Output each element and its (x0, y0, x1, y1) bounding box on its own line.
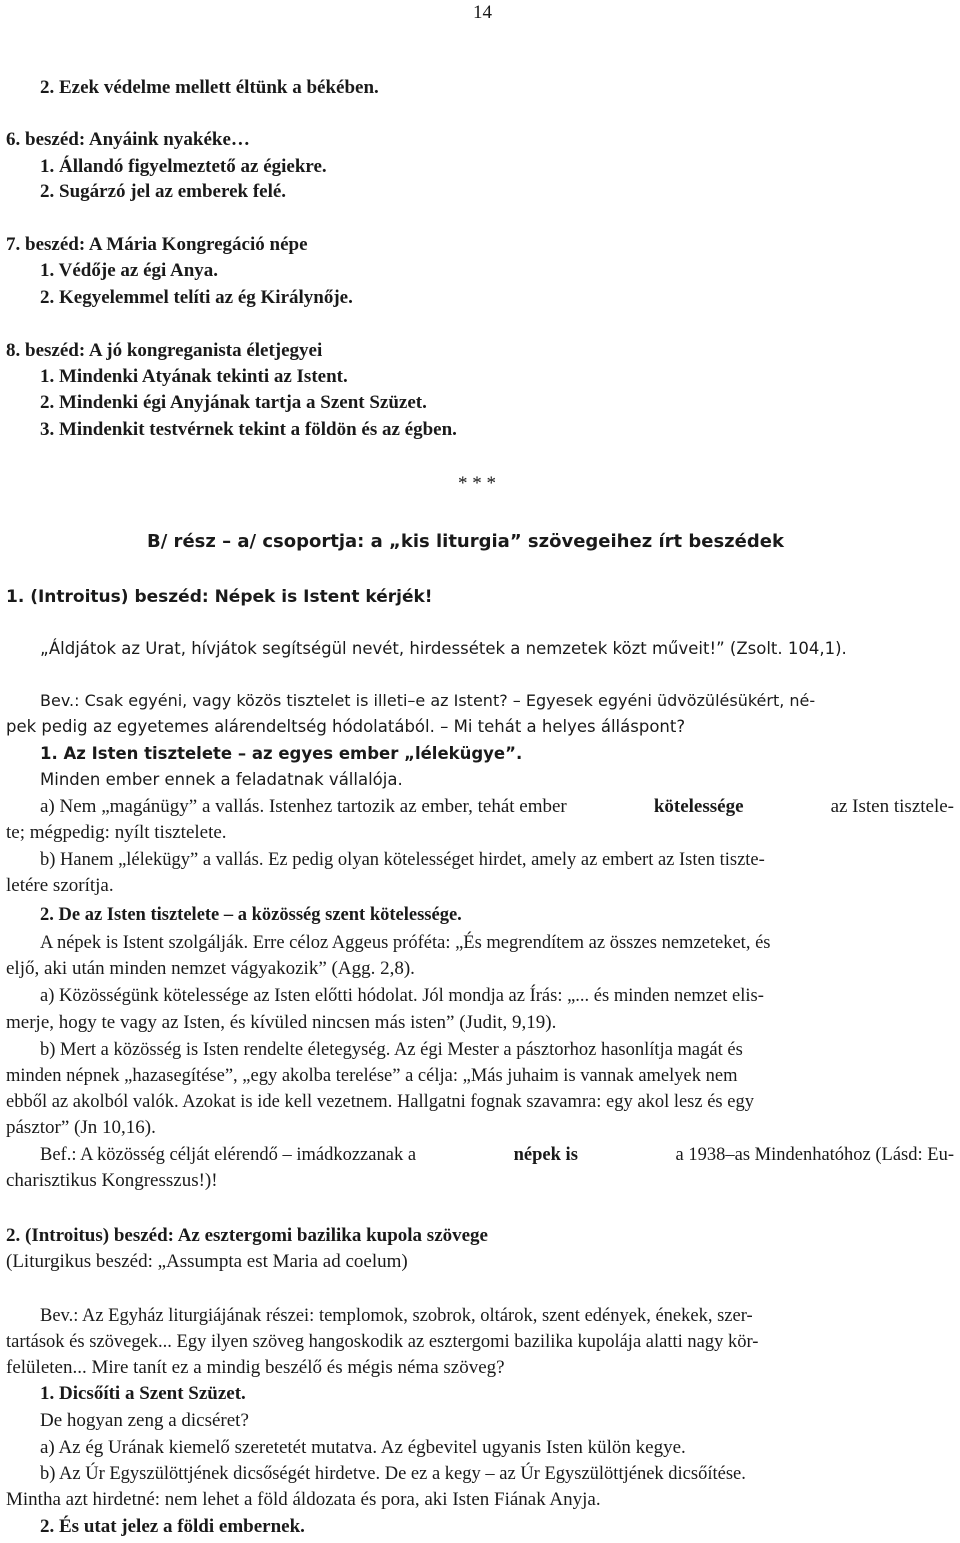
body-line: b) Az Úr Egyszülöttjének dicsőségét hirdetve. De ez a kegy – az Úr Egyszülöttjének dicsőítése. (40, 1464, 746, 1484)
body-line (40, 1144, 954, 1166)
keyword: kötelessége (653, 796, 744, 817)
part-heading: B/ rész – a/ csoportja: a „kis liturgia” szövegeihez írt beszédek (147, 531, 784, 552)
sermon-subtitle: (Liturgikus beszéd: „Assumpta est Maria ad coelum) (6, 1251, 408, 1272)
body-line: eljő, aki után minden nemzet vágyakozik” (Agg. 2,8). (6, 958, 415, 979)
body-line: ebből az akolból valók. Azokat is ide kell vezetnem. Hallgatni fognak szavamra: egy akol lesz és egy (6, 1092, 754, 1112)
body-line: minden népnek „hazasegítése”, „egy akolba terelése” a célja: „Más juhaim is vannak amelyek nem (6, 1066, 738, 1086)
page-number: 14 (473, 2, 492, 23)
body-line: b) Hanem „lélekügy” a vallás. Ez pedig olyan kötelességet hirdet, amely az embert az Isten tiszte- (40, 850, 765, 870)
body-line: merje, hogy te vagy az Isten, és kívüled nincsen más isten” (Judit, 9,19). (6, 1012, 557, 1033)
body-line: Bev.: Csak egyéni, vagy közös tisztelet is illeti–e az Istent? – Egyesek egyéni üdvözülésükért, né- (40, 691, 816, 710)
body-line: letére szorítja. (6, 875, 114, 896)
point-title: 2. De az Isten tisztelete – a közösség szent kötelessége. (40, 905, 462, 925)
body-line: te; mégpedig: nyílt tisztelete. (6, 822, 227, 843)
body-text: a) Nem „magánügy” a vallás. Istenhez tartozik az ember, tehát ember (40, 796, 572, 817)
body-line: a) Az ég Urának kiemelő szeretetét mutatva. Az égbevitel ugyanis Isten külön kegye. (40, 1437, 686, 1458)
body-line: a) Közösségünk kötelessége az Isten előtti hódolat. Jól mondja az Írás: „... és minden nemzet elis- (40, 986, 764, 1006)
toc-line: 1. Védője az égi Anya. (40, 260, 219, 281)
toc-line: 3. Mindenkit testvérnek tekint a földön és az égben. (40, 419, 457, 440)
body-text: az Isten tisztele- (825, 796, 954, 817)
toc-sermon-title: 8. beszéd: A jó kongreganista életjegyei (6, 340, 323, 361)
toc-line: 2. Kegyelemmel telíti az ég Királynője. (40, 287, 353, 308)
toc-line: 2. Sugárzó jel az emberek felé. (40, 181, 287, 202)
sermon-quote: „Áldjátok az Urat, hívjátok segítségül nevét, hirdessétek a nemzetek közt műveit!” (Zsolt. 104,1). (40, 639, 847, 658)
section-separator: * * * (458, 473, 496, 494)
toc-line: 1. Állandó figyelmeztető az égiekre. (40, 156, 327, 177)
body-line: tartások és szövegek... Egy ilyen szöveg hangoskodik az esztergomi bazilika kupolája alatti nagy kör- (6, 1332, 759, 1352)
toc-line: 1. Mindenki Atyának tekinti az Istent. (40, 366, 348, 387)
body-line: pek pedig az egyetemes alárendeltség hódolatából. – Mi tehát a helyes álláspont? (6, 717, 686, 736)
body-line (40, 796, 954, 818)
toc-sermon-title: 6. beszéd: Anyáink nyakéke… (6, 129, 250, 150)
body-text: Bef.: A közösség célját elérendő – imádkozzanak a (40, 1145, 421, 1165)
point-title: 1. Az Isten tisztelete – az egyes ember „lélekügye”. (40, 744, 523, 763)
point-title: 1. Dicsőíti a Szent Szüzet. (40, 1383, 246, 1404)
body-text: a 1938–as Mindenhatóhoz (Lásd: Eu- (670, 1145, 954, 1165)
body-line: Minden ember ennek a feladatnak vállalója. (40, 770, 403, 789)
toc-sermon-title: 7. beszéd: A Mária Kongregáció népe (6, 234, 308, 255)
toc-line: 2. Ezek védelme mellett éltünk a békében. (40, 77, 379, 98)
body-line: felületen... Mire tanít ez a mindig beszélő és mégis néma szöveg? (6, 1357, 505, 1378)
body-line: Bev.: Az Egyház liturgiájának részei: templomok, szobrok, oltárok, szent edények, énekek, szer- (40, 1306, 753, 1326)
body-line: pásztor” (Jn 10,16). (6, 1117, 156, 1138)
body-line: b) Mert a közösség is Isten rendelte életegység. Az égi Mester a pásztorhoz hasonlítja magát és (40, 1040, 743, 1060)
body-line: Mintha azt hirdetné: nem lehet a föld áldozata és pora, aki Isten Fiának Anyja. (6, 1489, 601, 1510)
body-line: A népek is Istent szolgálják. Erre céloz Aggeus próféta: „És megrendítem az összes nemzeteket, és (40, 933, 771, 953)
body-line: De hogyan zeng a dicséret? (40, 1410, 249, 1431)
toc-line: 2. Mindenki égi Anyjának tartja a Szent Szüzet. (40, 392, 427, 413)
body-line: charisztikus Kongresszus!)! (6, 1170, 218, 1191)
sermon-title: 1. (Introitus) beszéd: Népek is Istent kérjék! (6, 587, 433, 607)
point-title: 2. És utat jelez a földi embernek. (40, 1516, 305, 1537)
keyword: népek is (513, 1145, 578, 1165)
sermon-title: 2. (Introitus) beszéd: Az esztergomi bazilika kupola szövege (6, 1225, 488, 1246)
